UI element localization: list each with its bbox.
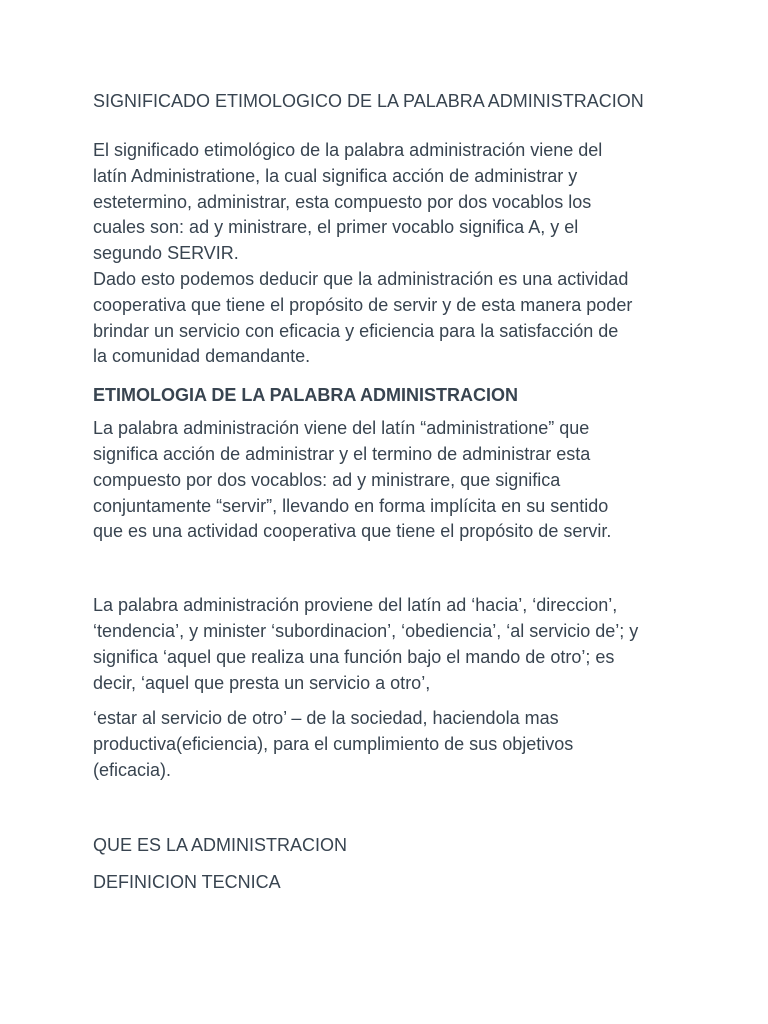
service-paragraph: ‘estar al servicio de otro’ – de la sociedad, haciendola mas productiva(eficiencia), para el cumplimiento de sus objetivos (eficacia). [93, 708, 574, 780]
definition-heading: DEFINICION TECNICA [93, 871, 281, 892]
origin-paragraph: La palabra administración proviene del latín ad ‘hacia’, ‘direccion’, ‘tendencia’, y minister ‘subordinacion’, ‘obediencia’, ‘al servicio de’; y significa ‘aquel que realiza una función bajo el mando de otro’; es decir, ‘aquel que presta un servicio a otro’, [93, 595, 639, 693]
section-paragraph: La palabra administración viene del latín “administratione” que significa acción de administrar y el termino de administrar esta compuesto por dos vocablos: ad y ministrare, que significa conjuntamente “servir”, llevando en forma implícita en su sentido que es una actividad cooperativa que tiene el propósito de servir. [93, 418, 612, 542]
document-page [93, 88, 683, 895]
intro-paragraph: El significado etimológico de la palabra administración viene del latín Administratione, la cual significa acción de administrar y estetermino, administrar, esta compuesto por dos vocablos los cuales son: ad y ministrare, el primer vocablo significa A, y el segundo SERVIR. Dado esto podemos deducir que la administración es una actividad cooperativa que tiene el propósito de servir y de esta manera poder brindar un servicio con eficacia y eficiencia para la satisfacción de la comunidad demandante. [93, 140, 633, 367]
section-heading: ETIMOLOGIA DE LA PALABRA ADMINISTRACION [93, 385, 518, 406]
document-title: SIGNIFICADO ETIMOLOGICO DE LA PALABRA ADMINISTRACION [93, 91, 644, 111]
question-heading: QUE ES LA ADMINISTRACION [93, 834, 348, 855]
